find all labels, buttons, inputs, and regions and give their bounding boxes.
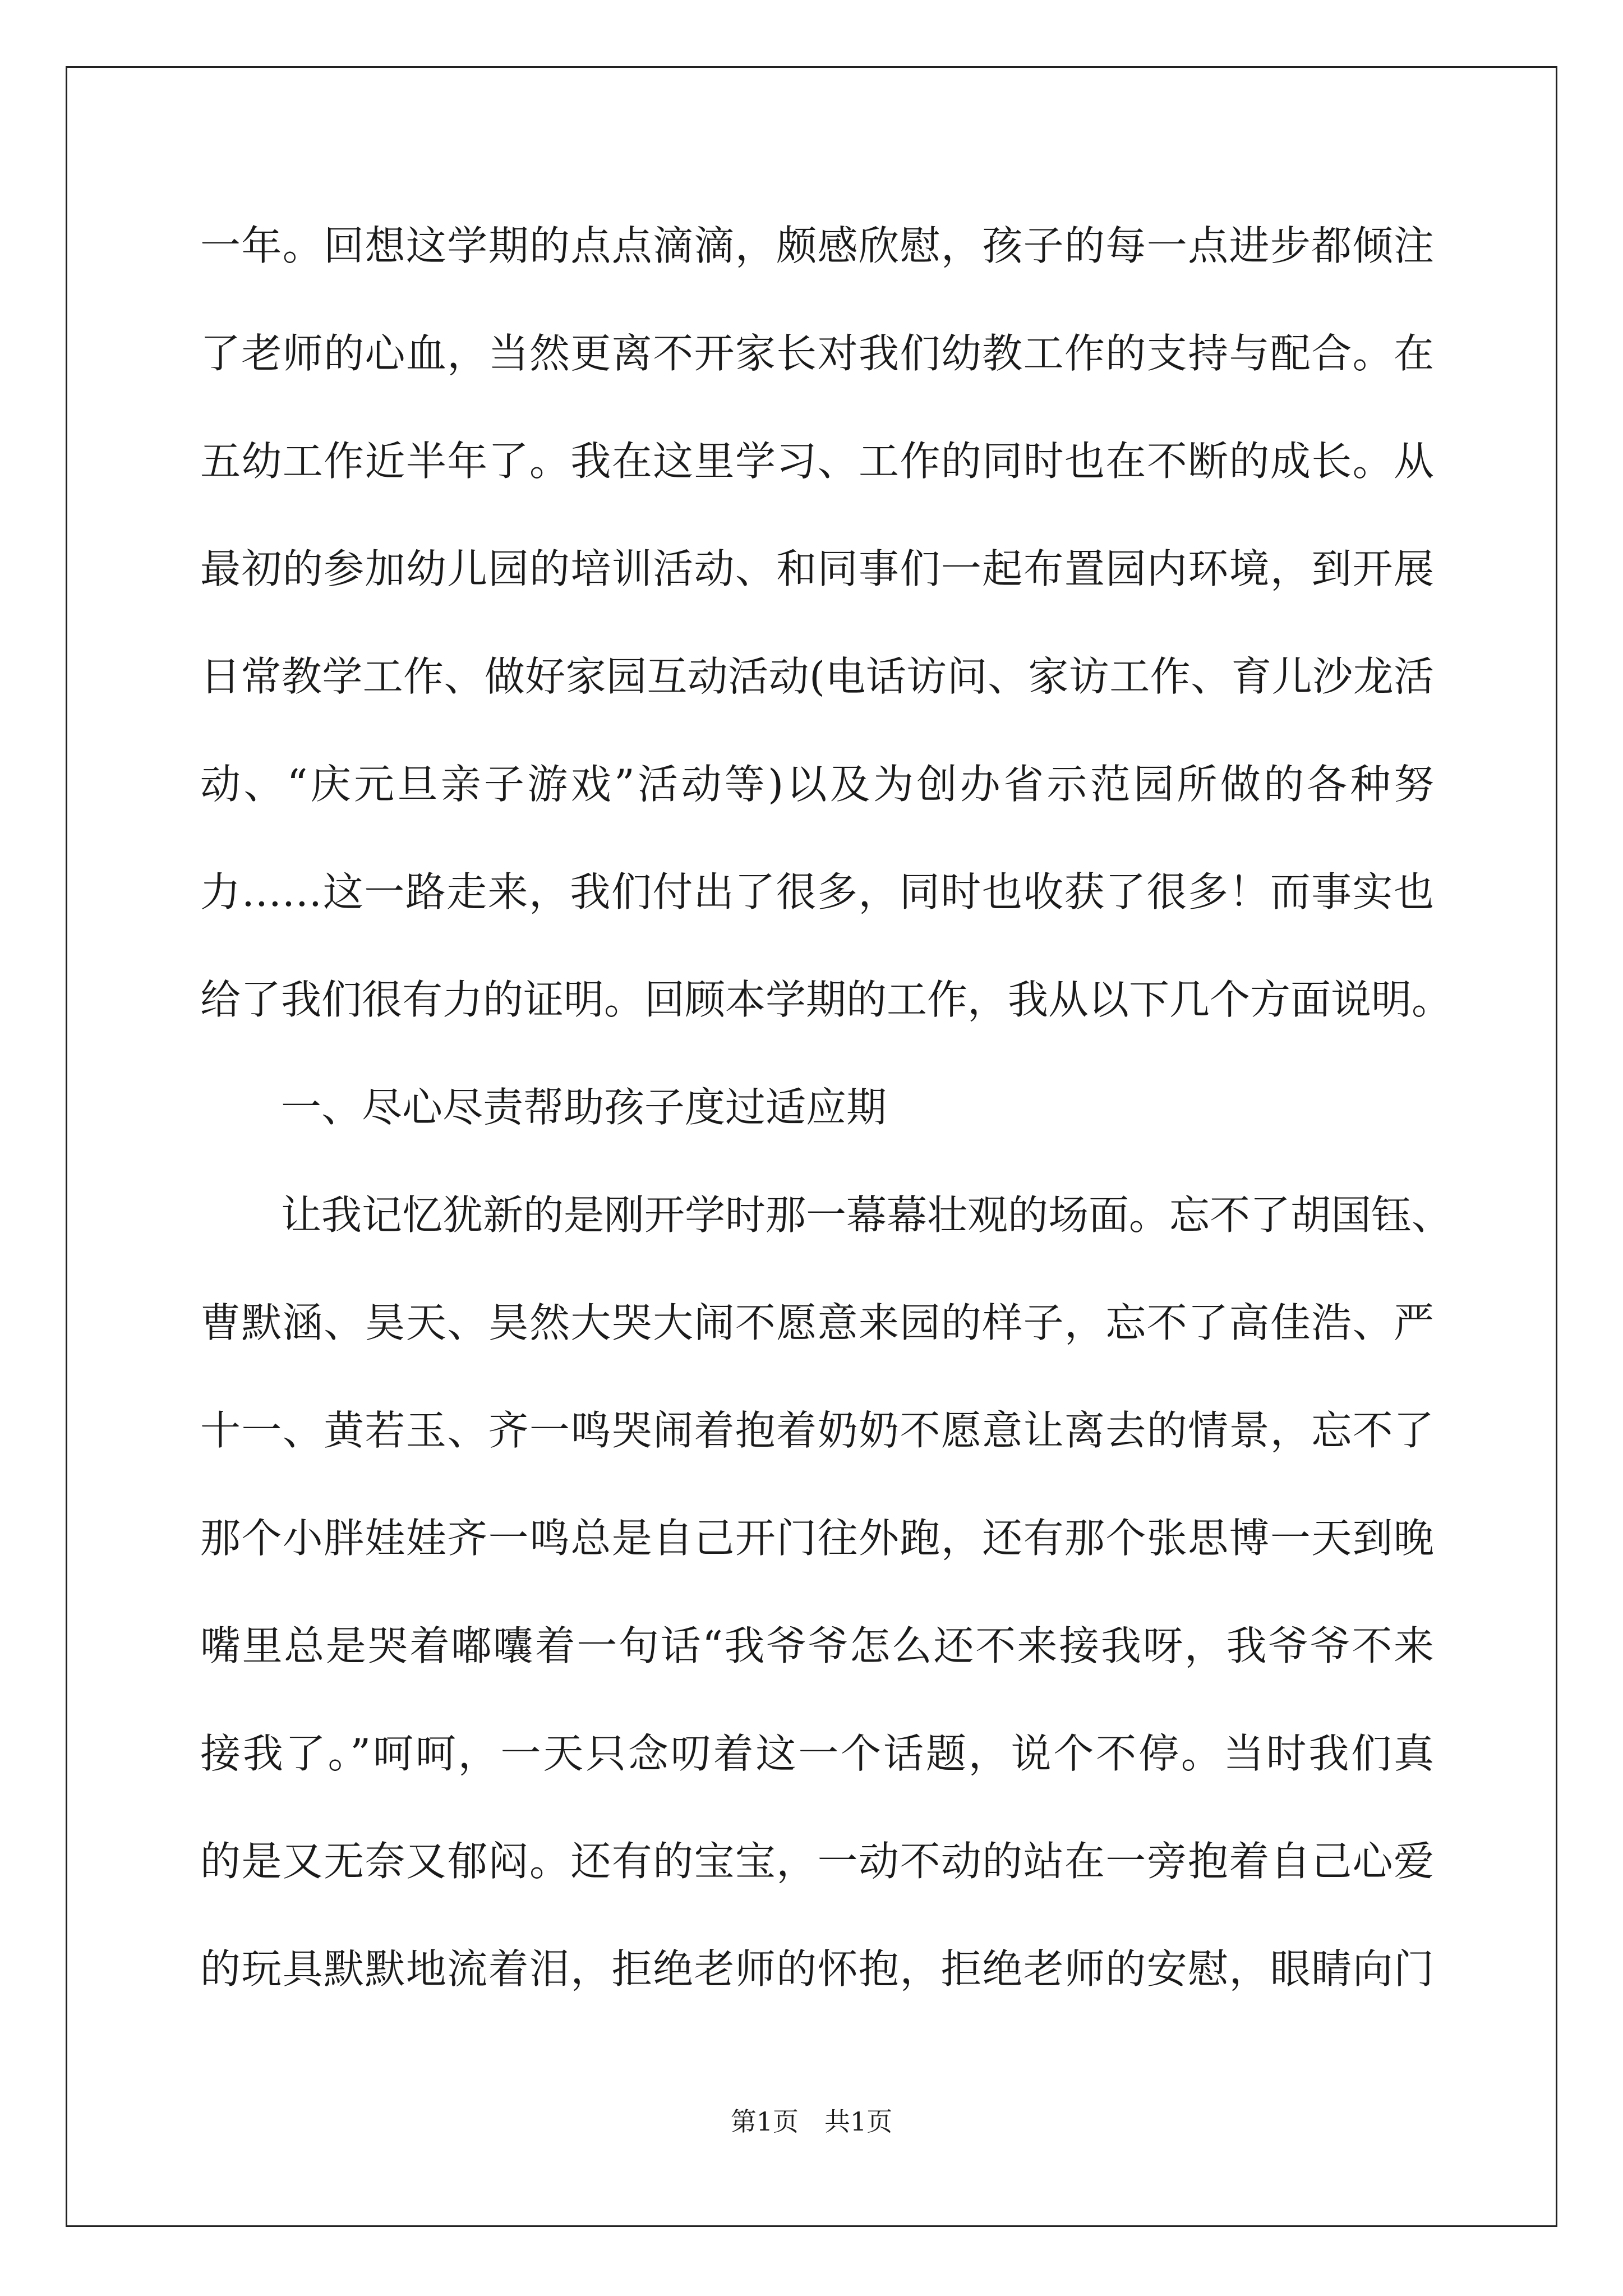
text-line: 五幼工作近半年了。我在这里学习、工作的同时也在不断的成长。从 (200, 438, 1434, 485)
text-line: 曹默涵、昊天、昊然大哭大闹不愿意来园的样子，忘不了高佳浩、严 (200, 1299, 1434, 1346)
text-line: 让我记忆犹新的是刚开学时那一幕幕壮观的场面。忘不了胡国钰、 (281, 1191, 1453, 1239)
text-line: 给了我们很有力的证明。回顾本学期的工作，我从以下几个方面说明。 (200, 976, 1453, 1023)
text-line: 接我了。”呵呵，一天只念叨着这一个话题，说个不停。当时我们真 (200, 1730, 1434, 1777)
section-heading: 一、尽心尽责帮助孩子度过适应期 (281, 1084, 887, 1131)
text-line: 了老师的心血，当然更离不开家长对我们幼教工作的支持与配合。在 (200, 330, 1434, 377)
text-line: 力……这一路走来，我们付出了很多，同时也收获了很多！而事实也 (200, 868, 1434, 915)
text-line: 嘴里总是哭着嘟囔着一句话“我爷爷怎么还不来接我呀，我爷爷不来 (200, 1622, 1434, 1669)
text-line: 动、“庆元旦亲子游戏”活动等)以及为创办省示范园所做的各种努 (200, 761, 1434, 808)
text-line: 最初的参加幼儿园的培训活动、和同事们一起布置园内环境，到开展 (200, 545, 1434, 592)
text-line: 那个小胖娃娃齐一鸣总是自己开门往外跑，还有那个张思博一天到晚 (200, 1515, 1434, 1562)
document-body (200, 219, 1453, 2050)
text-line: 一年。回想这学期的点点滴滴，颇感欣慰，孩子的每一点进步都倾注 (200, 222, 1434, 269)
text-line: 的玩具默默地流着泪，拒绝老师的怀抱，拒绝老师的安慰，眼睛向门 (200, 1945, 1434, 1993)
text-line: 十一、黄若玉、齐一鸣哭闹着抱着奶奶不愿意让离去的情景，忘不了 (200, 1407, 1434, 1454)
text-line: 日常教学工作、做好家园互动活动(电话访问、家访工作、育儿沙龙活 (200, 653, 1434, 700)
text-line: 的是又无奈又郁闷。还有的宝宝，一动不动的站在一旁抱着自己心爱 (200, 1838, 1434, 1885)
page-footer: 第1页 共1页 (730, 2106, 893, 2137)
